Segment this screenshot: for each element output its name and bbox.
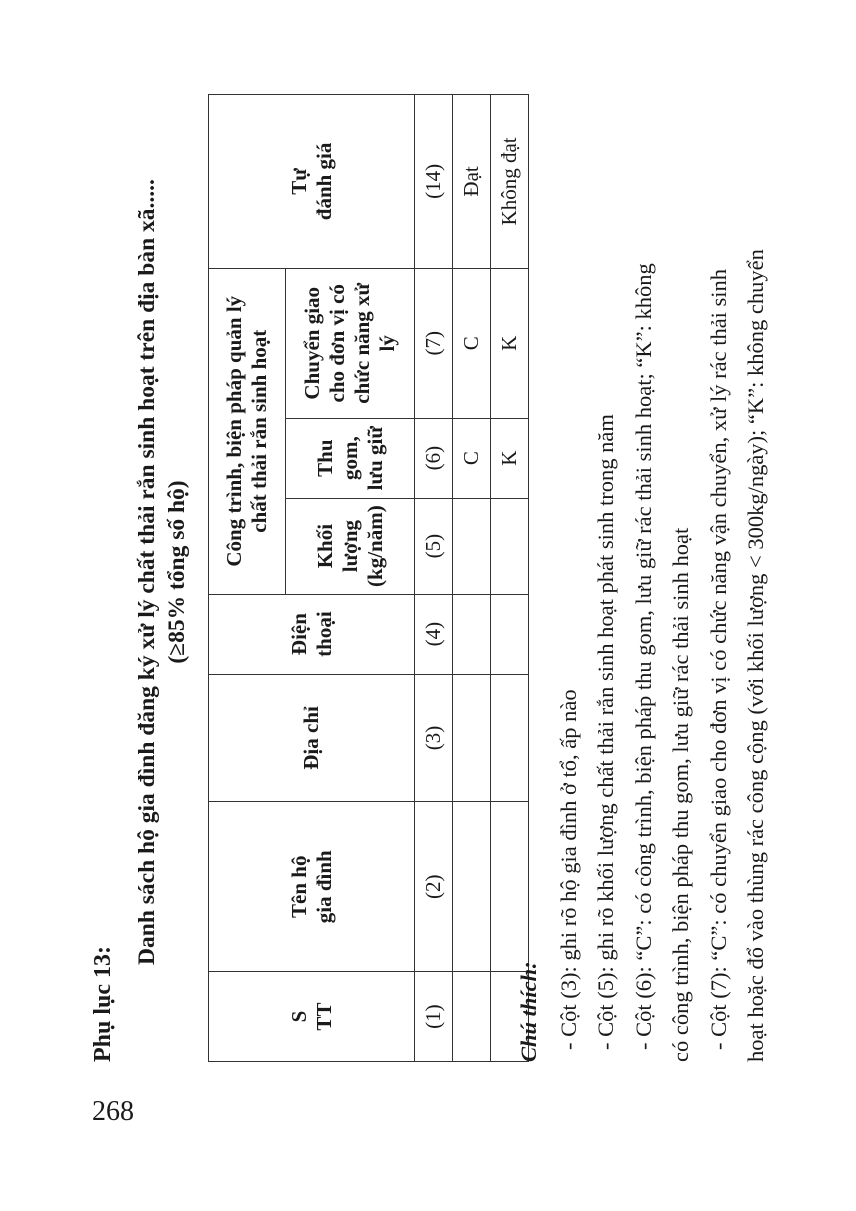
table-row-pass <box>453 95 491 1062</box>
header-collection-line1: Thu <box>312 439 337 477</box>
note-line: - Cột (7): “C”: có chuyển giao cho đơn vị có chức năng vận chuyển, xử lý rác thải sinh <box>705 268 731 1050</box>
header-collection-line3: lưu giữ <box>362 426 387 491</box>
cell-collection: C <box>453 418 491 498</box>
cell-empty <box>453 802 491 972</box>
cell-empty <box>453 972 491 1062</box>
notes-title: Chú thích: <box>516 961 541 1062</box>
header-stt <box>209 972 415 1062</box>
header-volume-line2: lượng <box>337 520 362 573</box>
col-num-14: (14) <box>415 95 453 269</box>
cell-empty <box>453 498 491 594</box>
header-transfer-line2: cho đơn vị có <box>325 284 349 403</box>
col-num-5: (5) <box>415 498 453 594</box>
header-group-line2: chất thải rắn sinh hoạt <box>247 329 271 533</box>
header-row-1 <box>209 95 286 1062</box>
col-num-3: (3) <box>415 674 453 802</box>
header-household-name <box>209 802 415 972</box>
note-line: - Cột (3): ghi rõ hộ gia đình ở tổ, ấp nào <box>555 689 581 1050</box>
header-stt-line2: TT <box>311 1002 336 1031</box>
header-phone-line2: thoại <box>311 611 336 657</box>
header-household-name-line2: gia đình <box>311 850 336 924</box>
header-collection <box>286 418 415 498</box>
header-volume-line1: Khối <box>312 523 337 569</box>
cell-empty <box>453 594 491 674</box>
rotated-page-content <box>90 82 770 1062</box>
cell-assessment: Không đạt <box>491 95 529 269</box>
header-stt-line1: S <box>286 1010 311 1023</box>
page-number: 268 <box>92 1096 134 1127</box>
header-volume <box>286 498 415 594</box>
cell-empty <box>453 674 491 802</box>
header-transfer-line3: chức năng xử lý <box>350 282 399 404</box>
header-phone-line1: Điện <box>286 613 311 656</box>
col-num-6: (6) <box>415 418 453 498</box>
notes-section <box>510 94 775 1062</box>
registration-table <box>208 94 529 1062</box>
cell-transfer: K <box>491 268 529 418</box>
appendix-title: Phụ lục 13: <box>90 945 116 1062</box>
note-line-continued: hoạt hoặc đổ vào thùng rác công cộng (với khối lượng < 300kg/ngày); “K”: không chuyển <box>743 249 768 1062</box>
table-title-line1: Danh sách hộ gia đình đăng ký xử lý chất thải rắn sinh hoạt trên địa bàn xã..... <box>134 179 160 965</box>
header-transfer-line1: Chuyển giao <box>300 286 324 400</box>
column-number-row <box>415 95 453 1062</box>
col-num-2: (2) <box>415 802 453 972</box>
header-waste-management-group <box>209 268 286 594</box>
note-line: - Cột (5): ghi rõ khối lượng chất thải rắn sinh hoạt phát sinh trong năm <box>593 414 618 1050</box>
header-phone <box>209 594 415 674</box>
header-collection-line2: gom, <box>337 436 362 481</box>
col-num-1: (1) <box>415 972 453 1062</box>
note-line: - Cột (6): “C”: có công trình, biện pháp thu gom, lưu giữ rác thải sinh hoạt; “K”: không <box>630 263 656 1050</box>
header-self-line2: đánh giá <box>311 142 336 221</box>
col-num-7: (7) <box>415 268 453 418</box>
cell-collection: K <box>491 418 529 498</box>
header-self-line1: Tự <box>286 168 311 195</box>
header-group-line1: Công trình, biện pháp quản lý <box>222 295 246 567</box>
header-household-name-line1: Tên hộ <box>286 855 311 918</box>
header-transfer <box>286 268 415 418</box>
header-self-assessment <box>209 95 415 269</box>
col-num-4: (4) <box>415 594 453 674</box>
header-volume-line3: (kg/năm) <box>362 505 387 587</box>
note-line-continued: có công trình, biện pháp thu gom, lưu giữ rác thải sinh hoạt <box>668 527 693 1062</box>
table-title <box>132 82 192 1062</box>
header-address: Địa chỉ <box>209 674 415 802</box>
table-title-line2: (≥85% tổng số hộ) <box>164 480 190 664</box>
cell-assessment: Đạt <box>453 95 491 269</box>
cell-transfer: C <box>453 268 491 418</box>
